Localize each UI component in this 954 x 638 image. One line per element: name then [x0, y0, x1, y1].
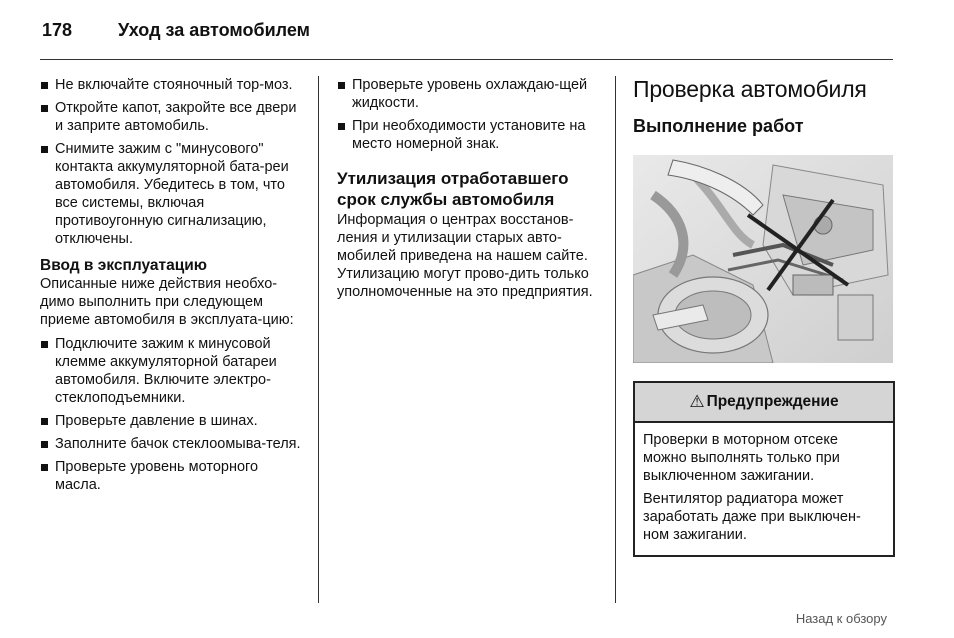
warning-title: Предупреждение: [706, 393, 839, 410]
subheading-procedures: Выполнение работ: [633, 116, 804, 136]
warning-box: [633, 381, 895, 557]
list-item: Подключите зажим к минусовой клемме аккумуляторной батареи автомобиля. Включите электро-стеклоподъемники.: [40, 335, 302, 407]
paragraph: Описанные ниже действия необхо-димо выполнить при следующем приеме автомобиля в эксплуата-цию:: [40, 276, 294, 328]
list-item: При необходимости установите на место номерной знак.: [337, 117, 599, 153]
column-1: [40, 76, 302, 499]
warning-triangle-icon: ⚠: [689, 392, 705, 411]
subheading-recycling: Утилизация отработавшего срок службы автомобиля: [337, 169, 569, 209]
warning-paragraph: Проверки в моторном отсеке можно выполнять только при выключенном зажигании.: [643, 432, 840, 484]
list-item: Заполните бачок стеклоомыва-теля.: [40, 435, 302, 453]
subheading-commissioning: Ввод в эксплуатацию: [40, 257, 208, 274]
list-item: Снимите зажим с "минусового" контакта аккумуляторной бата-реи автомобиля. Убедитесь в том, что все системы, включая противоугонную сигнализацию, отключены.: [40, 140, 302, 248]
column-divider: [615, 76, 616, 603]
column-divider: [318, 76, 319, 603]
bullet-list: [40, 335, 302, 494]
list-item: Не включайте стояночный тор-моз.: [40, 76, 302, 94]
column-2: [337, 76, 599, 301]
page-number: 178: [42, 20, 73, 40]
list-item: Проверьте уровень моторного масла.: [40, 458, 302, 494]
list-item: Откройте капот, закройте все двери и заприте автомобиль.: [40, 99, 302, 135]
engine-bay-image: [633, 155, 893, 363]
header-divider: [40, 59, 893, 60]
list-item: Проверьте уровень охлаждаю-щей жидкости.: [337, 76, 599, 112]
bullet-list: [337, 76, 599, 153]
bullet-list: [40, 76, 302, 248]
section-heading: Проверка автомобиля: [633, 76, 867, 102]
paragraph: Информация о центрах восстанов-ления и утилизации старых авто-мобилей приведена на нашем сайте. Утилизацию могут прово-дить только уполномоченные на это предприятия.: [337, 212, 593, 300]
warning-body: [635, 423, 893, 555]
column-3: [633, 74, 893, 557]
engine-bay-illustration: [633, 155, 893, 363]
section-title: Уход за автомобилем: [118, 20, 310, 40]
warning-paragraph: Вентилятор радиатора может заработать даже при выключен-ном зажигании.: [643, 491, 861, 543]
warning-header: [635, 383, 893, 423]
list-item: Проверьте давление в шинах.: [40, 412, 302, 430]
back-to-overview-link[interactable]: Назад к обзору: [795, 611, 887, 626]
